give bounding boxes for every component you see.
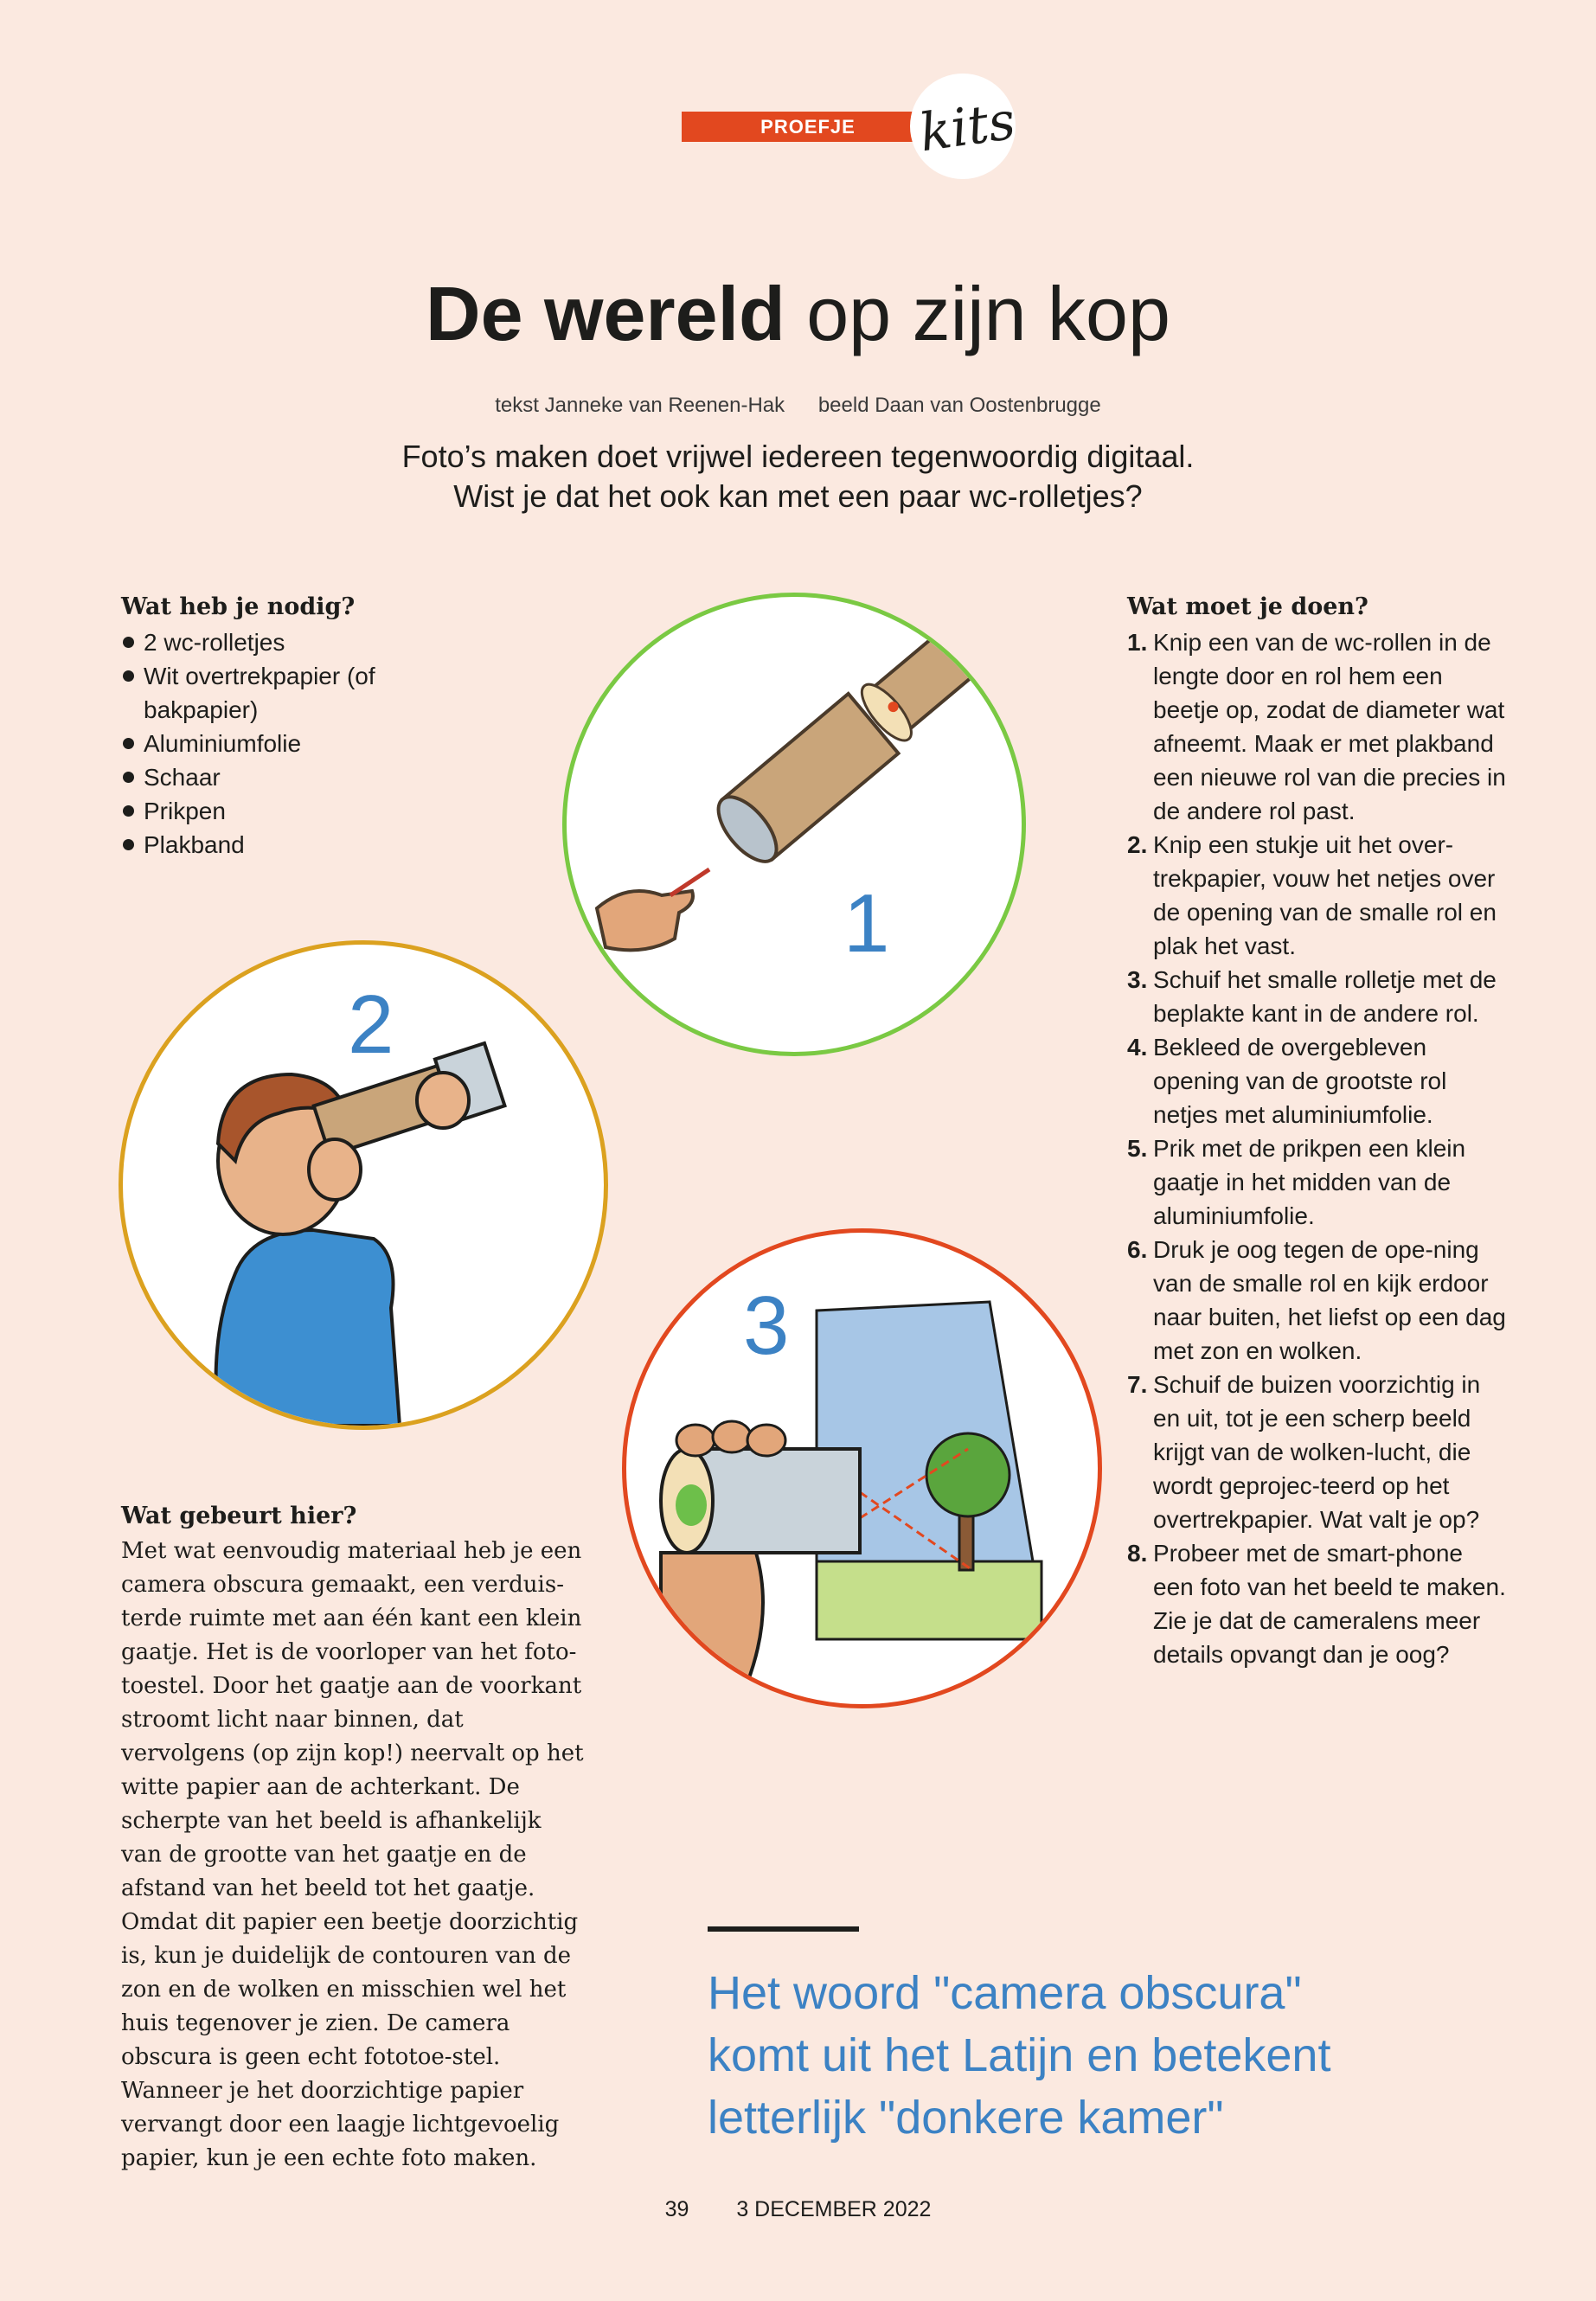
credit-image: beeld Daan van Oostenbrugge <box>817 394 1101 417</box>
step-item <box>1127 625 1508 828</box>
list-item: Schaar <box>121 760 467 794</box>
step-text: Bekleed de overgebleven opening van de grootste rol netjes met aluminiumfolie. <box>1153 1034 1447 1128</box>
quote-line-3: letterlijk "donkere kamer" <box>708 2092 1224 2144</box>
intro-line-1: Foto’s maken doet vrijwel iedereen tegenwoordig digitaal. <box>401 439 1195 474</box>
explain-heading: Wat gebeurt hier? <box>121 1503 357 1529</box>
step-item <box>1127 1131 1508 1233</box>
kits-logo: kits <box>915 90 1019 164</box>
page-title <box>0 270 1596 358</box>
list-item: Plakband <box>121 828 467 862</box>
section-tag: PROEFJE <box>682 112 934 142</box>
explain-section <box>121 1499 588 2176</box>
tubes-illustration <box>567 597 1022 1052</box>
illustration-number: 2 <box>348 978 394 1071</box>
step-text: Druk je oog tegen de ope-ning van de smalle rol en kijk erdoor naar buiten, het liefst op een dag met zon en wolken. <box>1153 1236 1506 1364</box>
list-item: Prikpen <box>121 794 467 828</box>
credit-text: tekst Janneke van Reenen-Hak <box>495 394 785 417</box>
step-item <box>1127 1233 1508 1368</box>
steps-section <box>1127 590 1508 1671</box>
title-light: op zijn kop <box>806 271 1170 356</box>
list-item: 2 wc-rolletjes <box>121 625 467 659</box>
step-number: 1. <box>1127 629 1148 656</box>
step-item <box>1127 1368 1508 1536</box>
step-text: Knip een van de wc-rollen in de lengte door en rol hem een beetje op, zodat de diameter wat afneemt. Maak er met plakband een nieuwe rol van die precies in de andere rol past. <box>1153 629 1506 824</box>
page-footer <box>0 2197 1596 2222</box>
step-number: 8. <box>1127 1540 1148 1567</box>
step-text: Schuif het smalle rolletje met de beplakte kant in de andere rol. <box>1153 966 1497 1027</box>
step-item <box>1127 828 1508 963</box>
boy-illustration <box>123 945 604 1426</box>
needs-heading: Wat heb je nodig? <box>121 593 356 620</box>
steps-list <box>1127 625 1508 1671</box>
projection-illustration <box>626 1233 1098 1704</box>
step-item <box>1127 1030 1508 1131</box>
illustration-number: 3 <box>743 1279 790 1372</box>
step-number: 7. <box>1127 1371 1148 1398</box>
list-item: Wit overtrekpapier (of bakpapier) <box>121 659 467 727</box>
steps-heading: Wat moet je doen? <box>1127 593 1368 620</box>
quote-line-1: Het woord "camera obscura" <box>708 1967 1302 2019</box>
illustration-step-3 <box>622 1228 1102 1708</box>
step-number: 6. <box>1127 1236 1148 1263</box>
needs-list <box>121 625 467 862</box>
step-number: 4. <box>1127 1034 1148 1061</box>
pull-quote <box>708 1962 1486 2149</box>
step-number: 2. <box>1127 831 1148 858</box>
intro-line-2: Wist je dat het ook kan met een paar wc-rolletjes? <box>453 478 1143 514</box>
title-bold: De wereld <box>426 271 785 356</box>
quote-line-2: komt uit het Latijn en betekent <box>708 2029 1331 2081</box>
credits <box>0 394 1596 418</box>
page-number: 39 <box>664 2197 689 2221</box>
step-item <box>1127 1536 1508 1671</box>
step-text: Probeer met de smart-phone een foto van het beeld te maken. Zie je dat de cameralens meer details opvangt dan je oog? <box>1153 1540 1506 1668</box>
step-number: 5. <box>1127 1135 1148 1162</box>
intro <box>0 437 1596 516</box>
issue-date: 3 DECEMBER 2022 <box>736 2197 932 2221</box>
needs-section <box>121 590 467 862</box>
illustration-number: 1 <box>843 877 890 970</box>
illustration-step-2 <box>119 940 608 1430</box>
quote-divider <box>708 1926 859 1932</box>
step-item <box>1127 963 1508 1030</box>
list-item: Aluminiumfolie <box>121 727 467 760</box>
step-text: Knip een stukje uit het over-trekpapier, vouw het netjes over de opening van de smalle rol en plak het vast. <box>1153 831 1497 959</box>
step-text: Prik met de prikpen een klein gaatje in het midden van de aluminiumfolie. <box>1153 1135 1466 1229</box>
explain-body: Met wat eenvoudig materiaal heb je een camera obscura gemaakt, een verduis-terde ruimte met aan één kant een klein gaatje. Het is de voorloper van het foto-toestel. Door het gaatje aan de voorkant stroomt licht naar binnen, dat vervolgens (op zijn kop!) neervalt op het witte papier aan de achterkant. De scherpte van het beeld is afhankelijk van de grootte van het gaatje en de afstand van het beeld tot het gaatje. Omdat dit papier een beetje doorzichtig is, kun je duidelijk de contouren van de zon en de wolken en misschien wel het huis tegenover je zien. De camera obscura is geen echt fototoe-stel. Wanneer je het doorzichtige papier vervangt door een laagje lichtgevoelig papier, kun je een echte foto maken. <box>121 1538 584 2171</box>
step-text: Schuif de buizen voorzichtig in en uit, tot je een scherp beeld krijgt van de wolken-lucht, die wordt geprojec-teerd op het overtrekpapier. Wat valt je op? <box>1153 1371 1481 1533</box>
illustration-step-1 <box>562 593 1026 1056</box>
step-number: 3. <box>1127 966 1148 993</box>
